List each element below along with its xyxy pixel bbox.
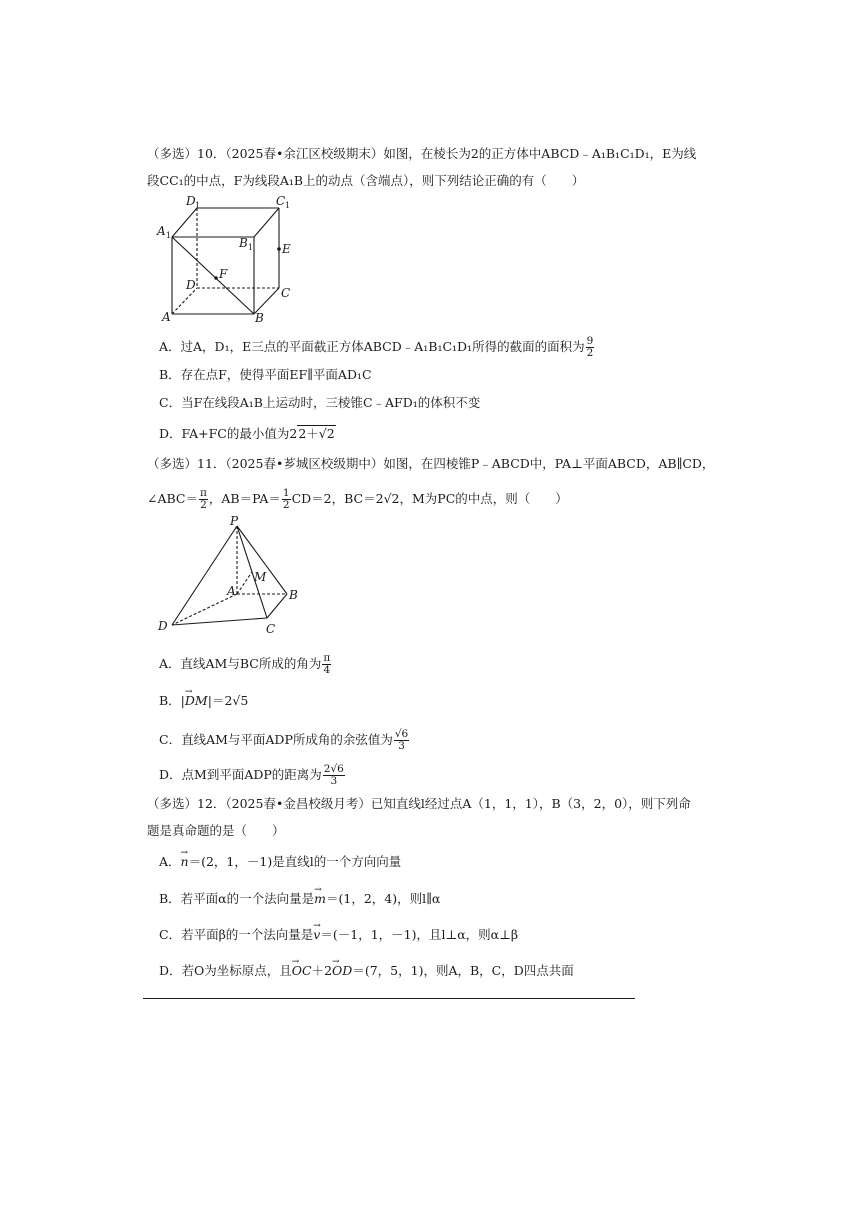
- q11-option-b-value: |＝2√5: [207, 693, 249, 708]
- q10-cube-figure: [155, 192, 305, 324]
- q10-label-B1-sub: 1: [248, 243, 254, 252]
- q11-stem-1: 如图，在四棱锥P﹣ABCD中，PA⊥平面ABCD，AB∥CD，: [383, 456, 715, 471]
- q12-prefix: （多选）12．: [147, 796, 226, 811]
- q11-option-d: [159, 764, 346, 787]
- q11-stem-angle: ∠ABC＝: [147, 491, 198, 506]
- q11-label-C: C: [266, 622, 276, 636]
- q11-option-d-num: 2√6: [323, 763, 344, 775]
- q12-option-b-value: ＝(1，2，4)，则l∥α: [326, 891, 441, 906]
- q11-stem-rest: CD＝2，BC＝2√2，M为PC的中点，则（ ）: [291, 491, 568, 506]
- q10-label-C1: C: [276, 194, 286, 208]
- q11-label-P: P: [230, 515, 239, 528]
- q12-stem-1: 已知直线l经过点A（1，1，1），B（3，2，0），则下列命: [370, 796, 691, 811]
- q12-option-c-text: C．若平面β的一个法向量是: [159, 927, 314, 942]
- q11-stem-two: 2: [200, 499, 207, 511]
- q10-label-F: F: [219, 267, 228, 281]
- q11-source: （2025春•芗城区校级期中）: [225, 456, 384, 471]
- q10-option-a-fraction: [586, 336, 595, 359]
- q12-option-d-plus: ＋2: [311, 963, 333, 978]
- q12-option-d-text: D．若O为坐标原点，且: [159, 963, 292, 978]
- q12-option-a-vector: → n: [181, 853, 189, 871]
- q10-label-C1-sub: 1: [285, 201, 291, 210]
- q10-stem-2: 段CC₁的中点，F为线段A₁B上的动点（含端点），则下列结论正确的有（ ）: [147, 173, 585, 188]
- q11-stem-half-den: 2: [282, 499, 290, 511]
- q12-option-d-value: ＝(7，5，1)，则A，B，C，D四点共面: [352, 963, 574, 978]
- q10-option-c-text: C．当F在线段A₁B上运动时，三棱锥C﹣AFD₁的体积不变: [159, 395, 481, 410]
- q11-prefix: （多选）11．: [147, 456, 226, 471]
- q11-stem-line-1: [147, 455, 714, 473]
- q12-option-d-vector-oc: → OC: [292, 962, 312, 980]
- q11-option-b-vector: → DM: [185, 692, 208, 710]
- q10-label-E: E: [282, 242, 291, 256]
- q11-option-c-den: 3: [398, 740, 405, 752]
- q10-label-A1: A: [157, 224, 166, 238]
- q11-label-B: B: [289, 588, 298, 602]
- q10-option-a-den: 2: [586, 347, 594, 359]
- q10-stem-line-2: [147, 172, 584, 190]
- q12-stem-2: 题是真命题的是（ ）: [147, 823, 285, 838]
- q11-label-M: M: [254, 570, 267, 584]
- q11-option-a-text: A．直线AM与BC所成的角为: [159, 656, 322, 671]
- q10-label-D1: D: [186, 194, 196, 208]
- q10-label-B: B: [255, 311, 264, 324]
- q11-option-c: [159, 729, 410, 752]
- q12-option-b: [159, 890, 440, 908]
- q11-stem-mid: ，AB＝PA＝: [208, 491, 281, 506]
- q11-option-a: [159, 653, 332, 676]
- q11-pyramid-figure: [155, 515, 305, 640]
- q11-option-c-text: C．直线AM与平面ADP所成角的余弦值为: [159, 732, 393, 747]
- q12-option-d: [159, 962, 574, 980]
- q12-option-d-vector-od: → OD: [332, 962, 352, 980]
- q11-option-d-fraction: [323, 764, 345, 787]
- q11-option-d-den: 3: [330, 775, 338, 787]
- q12-source: （2025春•金昌校级月考）: [225, 796, 371, 811]
- q11-option-a-fraction: [322, 653, 331, 676]
- q11-label-D: D: [158, 619, 168, 633]
- q10-option-d-radical: 2＋√2: [298, 426, 335, 441]
- q10-option-b: [159, 366, 372, 384]
- q11-option-a-num: π: [323, 652, 331, 664]
- q10-option-c: [159, 394, 480, 412]
- q10-label-A: A: [162, 310, 171, 324]
- q10-stem-line-1: [147, 145, 696, 163]
- q12-option-c-value: ＝(－1，1，－1)，且l⊥α，则α⊥β: [320, 927, 519, 942]
- q12-option-a: [159, 853, 401, 871]
- q12-option-c: [159, 926, 518, 944]
- q11-option-a-den: 4: [323, 664, 331, 676]
- q12-stem-line-2: [147, 822, 285, 840]
- bottom-divider: [143, 998, 635, 999]
- q12-option-a-text: ＝(2，1，－1)是直线l的一个方向向量: [188, 854, 402, 869]
- q10-label-A1-sub: 1: [166, 231, 172, 240]
- q11-stem-line-2: [147, 488, 568, 511]
- q10-label-B1: B: [239, 236, 248, 250]
- q10-label-C: C: [281, 286, 291, 300]
- q11-stem-fraction-pi-2: [199, 488, 208, 511]
- q10-option-d-text: D．FA+FC的最小值为2: [159, 426, 298, 441]
- q11-option-c-num: √6: [394, 728, 409, 740]
- q12-stem-line-1: [147, 795, 691, 813]
- q11-stem-pi: π: [199, 487, 207, 499]
- q10-source: （2025春•余江区校级期末）: [225, 146, 384, 161]
- q11-option-c-fraction: [394, 729, 409, 752]
- q11-option-b-text: B．|: [159, 693, 185, 708]
- q12-option-c-vector: → v: [313, 926, 320, 944]
- q10-option-a-num: 9: [586, 335, 594, 347]
- q12-option-b-text: B．若平面α的一个法向量是: [159, 891, 315, 906]
- q11-option-b: [159, 692, 248, 710]
- q10-prefix: （多选）10．: [147, 146, 226, 161]
- q11-stem-half-num: 1: [282, 487, 290, 499]
- q10-option-b-text: B．存在点F，使得平面EF∥平面AD₁C: [159, 367, 372, 382]
- q10-option-a: [159, 336, 595, 359]
- q10-option-d: [159, 425, 336, 443]
- q10-label-D: D: [186, 278, 196, 292]
- q10-stem-1: 如图，在棱长为2的正方体中ABCD﹣A₁B₁C₁D₁，E为线: [383, 146, 697, 161]
- q10-label-D1-sub: 1: [195, 201, 201, 210]
- q11-option-d-text: D．点M到平面ADP的距离为: [159, 767, 322, 782]
- q11-stem-fraction-half: [282, 488, 291, 511]
- q12-option-b-vector: → m: [314, 890, 326, 908]
- q10-option-a-text: A．过A，D₁，E三点的平面截正方体ABCD﹣A₁B₁C₁D₁所得的截面的面积为: [159, 339, 585, 354]
- q11-label-A: A: [227, 584, 236, 598]
- q12-option-a-letter: A．: [159, 854, 181, 869]
